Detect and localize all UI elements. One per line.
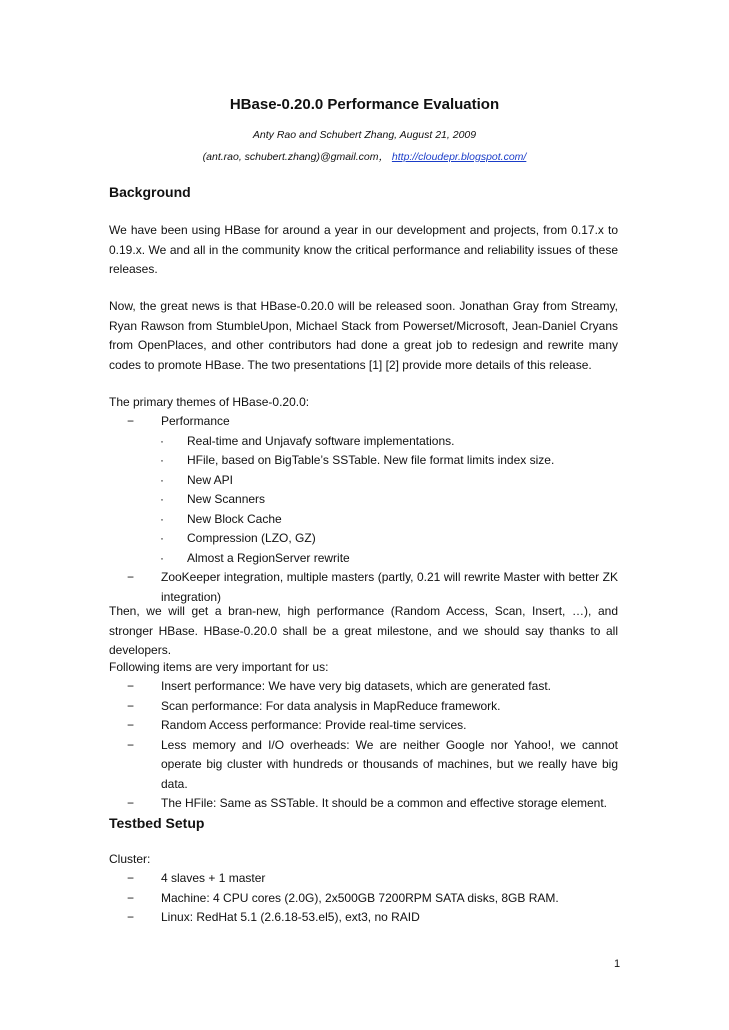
dot-bullet: · [160,453,164,467]
list-item-text: Linux: RedHat 5.1 (2.6.18-53.el5), ext3, no RAID [161,910,420,924]
list-item-text: Scan performance: For data analysis in MapReduce framework. [161,698,501,713]
dash-bullet: − [127,414,135,428]
list-item [161,529,618,549]
contact-separator: ， [378,151,389,163]
dash-bullet: − [127,698,135,713]
themes-intro: The primary themes of HBase-0.20.0: [109,395,310,409]
list-item [109,412,618,568]
sublist-text: HFile, based on BigTable’s SSTable. New file format limits index size. [187,453,555,467]
background-heading: Background [109,184,191,200]
sublist-text: New Scanners [187,492,266,506]
list-item [161,549,618,569]
document-title: HBase-0.20.0 Performance Evaluation [229,96,500,113]
dot-bullet: · [160,531,164,545]
dash-bullet: − [127,679,135,693]
list-item [109,908,618,928]
list-item-text: Less memory and I/O overheads: We are neither Google nor Yahoo!, we cannot operate big cluster with hundreds or thousands of machines, but we really have big data. [161,737,618,791]
dot-bullet: · [160,472,164,487]
theme-performance: Performance [161,414,230,428]
dash-bullet: − [127,796,135,810]
theme-zookeeper: ZooKeeper integration, multiple masters (partly, 0.21 will rewrite Master with better ZK integration) [161,570,618,604]
dash-bullet: − [127,871,135,885]
dash-bullet: − [127,890,135,905]
dash-bullet: − [127,737,135,752]
cluster-label: Cluster: [109,852,151,866]
list-item [109,869,618,889]
sublist-text: Compression (LZO, GZ) [187,531,316,545]
following-intro: Following items are very important for us: [109,660,329,674]
list-item [109,677,618,697]
background-paragraph-2: Now, the great news is that HBase-0.20.0 will be released soon. Jonathan Gray from Streamy, Ryan Rawson from StumbleUpon, Michael Stack from Powerset/Microsoft, Jean-Daniel Cryans from OpenPlaces, and other contributors had done a great job to redesign and rewrite many codes to promote HBase. The two presentations [1] [2] provide more details of this release. [109,299,618,372]
list-item [161,471,618,491]
testbed-heading: Testbed Setup [109,815,205,831]
blog-link[interactable]: http://cloudepr.blogspot.com/ [391,151,527,163]
background-paragraph-1: We have been using HBase for around a year in our development and projects, from 0.17.x to 0.19.x. We and all in the community know the critical performance and reliability issues of these releases. [109,223,618,276]
list-item [161,510,618,530]
list-item [109,716,618,736]
dot-bullet: · [160,492,164,506]
list-item-text: Random Access performance: Provide real-time services. [161,718,467,732]
list-item-text: 4 slaves + 1 master [161,871,266,885]
list-item-text: The HFile: Same as SSTable. It should be a common and effective storage element. [161,796,608,810]
list-item-text: Machine: 4 CPU cores (2.0G), 2x500GB 7200RPM SATA disks, 8GB RAM. [161,890,559,905]
cluster-list [109,869,618,928]
list-item [109,889,618,909]
list-item [161,451,618,471]
list-item-text: Insert performance: We have very big datasets, which are generated fast. [161,679,551,693]
following-list [109,677,618,814]
contact-emails: (ant.rao, schubert.zhang)@gmail.com [202,151,379,163]
dash-bullet: − [127,718,135,732]
page-number: 1 [614,958,621,970]
list-item [109,794,618,814]
list-item [161,432,618,452]
dash-bullet: − [127,910,135,924]
dash-bullet: − [127,570,135,584]
dot-bullet: · [160,511,164,526]
themes-list [109,412,618,607]
sublist-text: Almost a RegionServer rewrite [187,550,350,565]
dot-bullet: · [160,550,164,565]
sublist-text: Real-time and Unjavafy software implementations. [187,433,455,448]
authors-line: Anty Rao and Schubert Zhang, August 21, 2009 [252,129,477,141]
contact-line [0,149,729,164]
list-item [109,736,618,795]
list-item [161,490,618,510]
performance-sublist [161,432,618,569]
sublist-text: New Block Cache [187,511,282,526]
background-paragraph-3: Then, we will get a bran-new, high performance (Random Access, Scan, Insert, …), and stronger HBase. HBase-0.20.0 shall be a great milestone, and we should say thanks to all developers. [109,604,618,657]
dot-bullet: · [160,433,164,448]
sublist-text: New API [187,472,234,487]
list-item [109,697,618,717]
